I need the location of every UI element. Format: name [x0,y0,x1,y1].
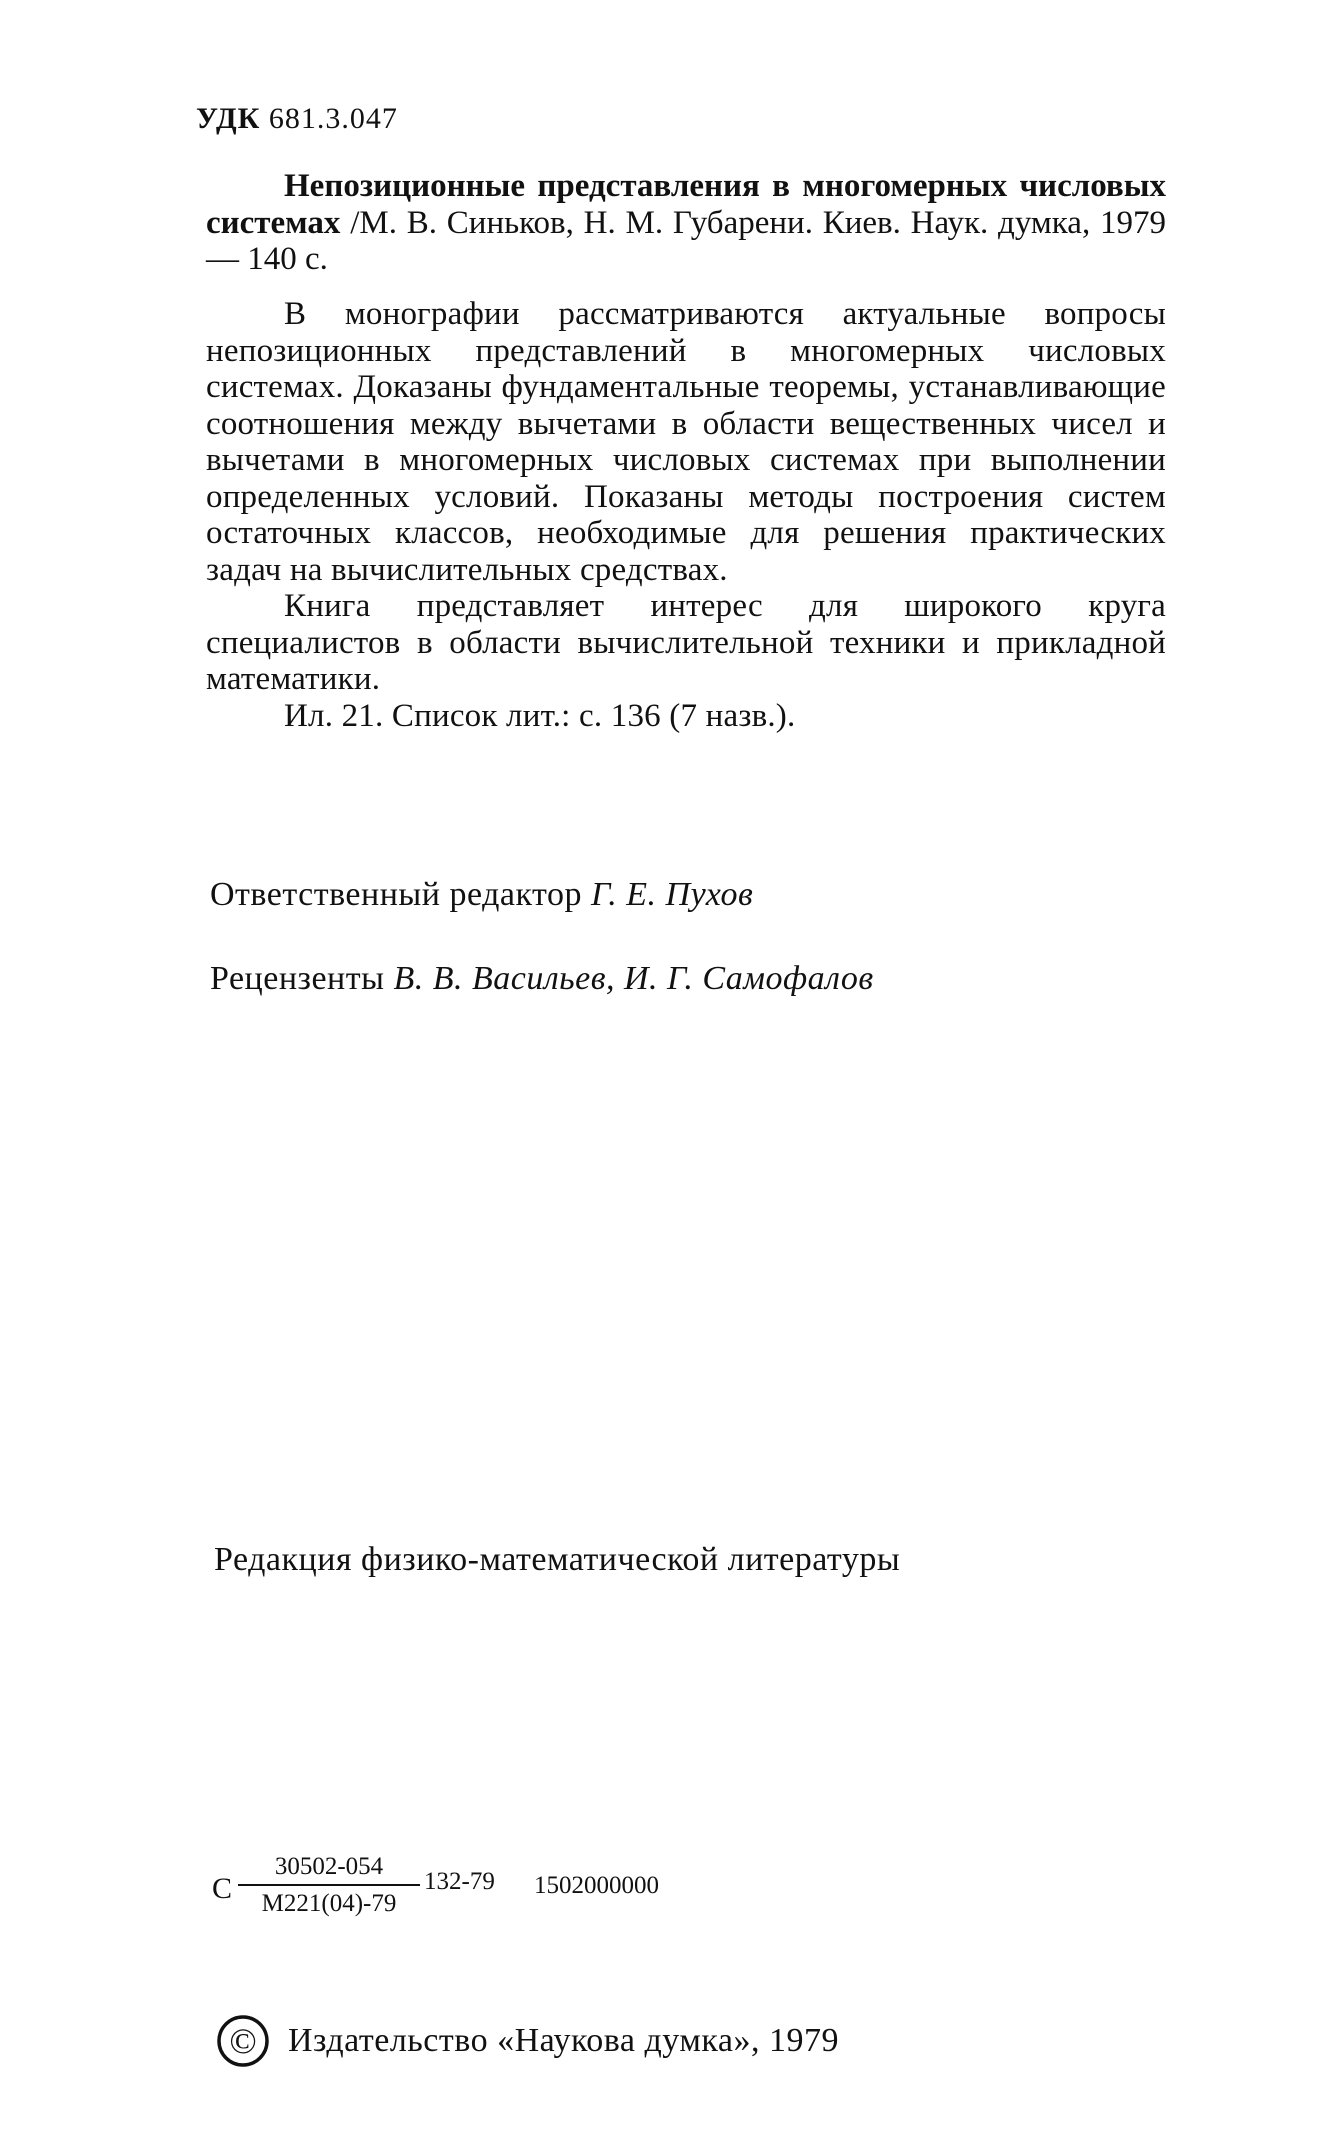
abstract-paragraph: В монографии рассматриваются актуальные вопросы непозиционных представлений в многомерных числовых системах. Доказаны фундаментальные теоремы, устанавливающие соотношения между вычетами в области вещественных чисел и вычетами в многомерных числовых системах при выполнении определенных условий. Показаны методы построения систем остаточных классов, необходимые для решения практических задач на вычислительных средствах. [206,296,1166,588]
index-code-denominator: М221(04)-79 [261,1890,397,1917]
udc-classification [196,102,398,136]
copyright-text: Издательство «Наукова думка», 1979 [288,2022,839,2059]
responsible-editor [210,876,753,914]
index-code-fraction [238,1852,420,1919]
udc-label: УДК [196,102,261,135]
index-code-right: 1502000000 [534,1872,659,1899]
copyright-notice [216,2014,1116,2074]
copyright-symbol: © [229,2021,257,2061]
copyright-icon [216,2014,270,2068]
bibliographic-citation [206,168,1166,278]
publication-index-code [212,1852,812,1932]
citation-details: /М. В. Синьков, Н. М. Губарени. Киев. Наук. думка, 1979 — 140 с. [206,204,1166,277]
editor-label: Ответственный редактор [210,876,582,913]
index-code-numerator: 30502-054 [274,1853,384,1880]
reviewers [210,960,874,998]
abstract-paragraph: Книга представляет интерес для широкого круга специалистов в области вычислительной техники и прикладной математики. [206,588,1166,697]
index-code-middle: 132-79 [424,1868,495,1895]
index-code-letter: С [212,1872,233,1905]
abstract [206,296,1166,734]
udc-number: 681.3.047 [268,102,398,135]
reviewers-names: В. В. Васильев, И. Г. Самофалов [393,960,874,997]
editorial-department: Редакция физико-математической литературы [214,1541,901,1578]
fraction-line [238,1884,420,1886]
illustrations-note: Ил. 21. Список лит.: с. 136 (7 назв.). [284,697,796,734]
book-title: Непозиционные представления в многомерных числовых системах [206,168,1166,241]
reviewers-label: Рецензенты [210,960,385,997]
editor-name: Г. Е. Пухов [590,876,754,913]
